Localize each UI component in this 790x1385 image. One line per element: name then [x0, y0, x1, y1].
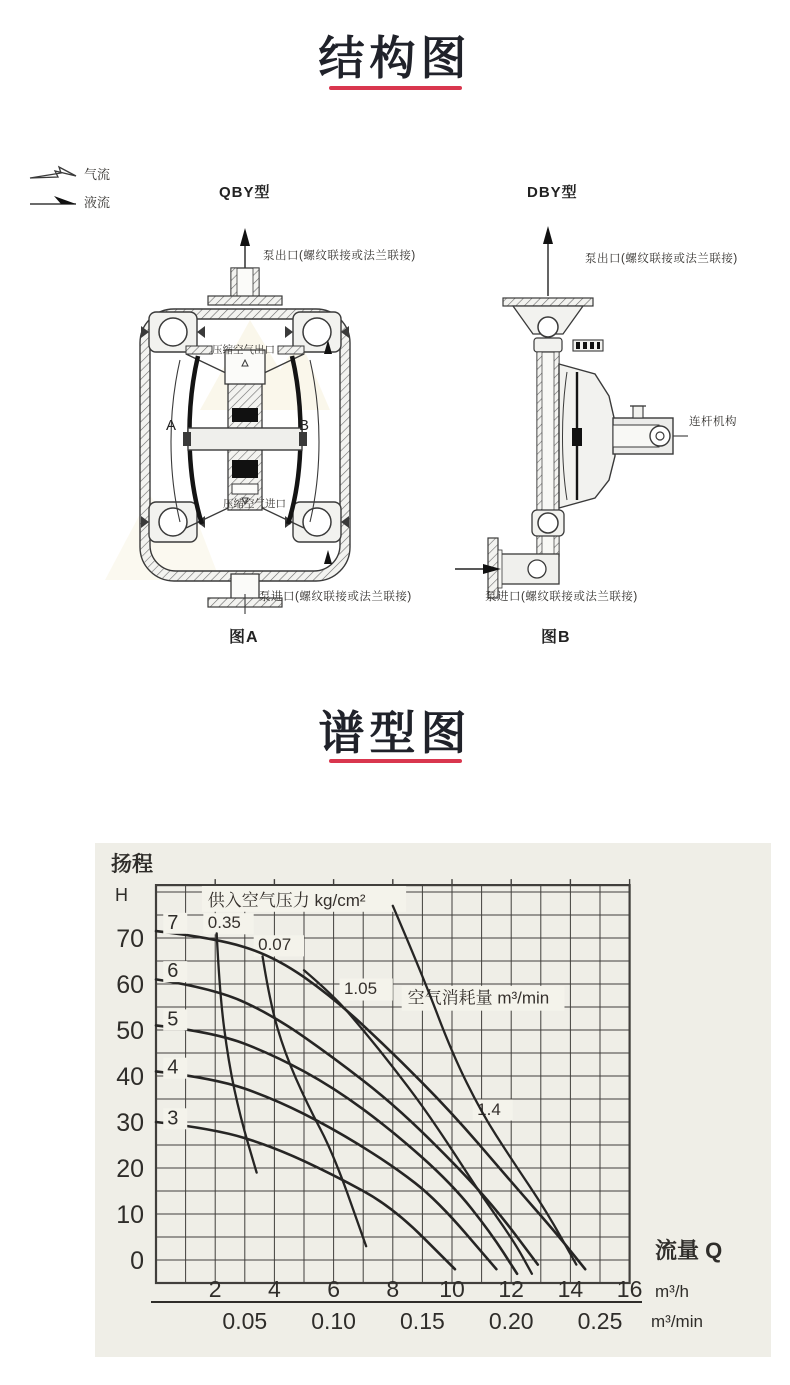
qby-air-outlet-label: 压缩空气出口 [212, 344, 275, 356]
svg-text:40: 40 [116, 1063, 144, 1091]
qby-heading: QBY型 [219, 184, 271, 201]
structure-title: 结构图 [318, 32, 472, 84]
svg-text:0.10: 0.10 [311, 1308, 356, 1334]
svg-text:10: 10 [116, 1201, 144, 1229]
svg-text:70: 70 [116, 925, 144, 953]
svg-text:0.20: 0.20 [488, 1308, 534, 1334]
dby-outlet-label: 泵出口(螺纹联接或法兰联接) [585, 253, 738, 265]
x-unit-primary: m³/h [655, 1282, 689, 1301]
chart-title-underline [329, 759, 462, 763]
legend-liquid-label: 液流 [84, 195, 111, 210]
dby-rod-label: 连杆机构 [689, 416, 737, 428]
svg-text:0.05: 0.05 [222, 1308, 268, 1334]
svg-text:30: 30 [116, 1109, 144, 1137]
dby-heading: DBY型 [527, 184, 578, 201]
performance-chart-panel [95, 843, 771, 1357]
svg-text:8: 8 [386, 1276, 400, 1302]
liquid-flow-arrow-icon [28, 191, 80, 209]
legend-liquid-flow [28, 191, 80, 209]
svg-text:14: 14 [557, 1276, 584, 1302]
svg-text:7: 7 [167, 911, 179, 934]
svg-text:0.07: 0.07 [258, 934, 292, 954]
legend-air-flow [28, 164, 80, 182]
svg-text:20: 20 [116, 1155, 144, 1183]
svg-text:供入空气压力 kg/cm²: 供入空气压力 kg/cm² [207, 890, 366, 910]
svg-text:0.25: 0.25 [577, 1308, 623, 1334]
svg-text:6: 6 [167, 960, 179, 983]
x-axis-title: 流量 Q [655, 1238, 723, 1263]
qby-shaft [188, 428, 302, 450]
svg-text:12: 12 [498, 1276, 524, 1302]
performance-chart [95, 843, 771, 1357]
dby-inlet-label: 泵进口(螺纹联接或法兰联接) [485, 591, 638, 603]
structure-title-underline [329, 86, 462, 90]
chart-title: 谱型图 [318, 707, 472, 759]
x-axis [151, 1276, 642, 1334]
svg-text:1.05: 1.05 [343, 979, 378, 999]
x-unit-secondary: m³/min [651, 1312, 703, 1331]
svg-text:0.35: 0.35 [207, 912, 241, 932]
svg-text:6: 6 [327, 1276, 340, 1302]
svg-text:5: 5 [167, 1008, 179, 1031]
svg-text:3: 3 [167, 1107, 179, 1130]
qby-inlet-label: 泵进口(螺纹联接或法兰联接) [259, 591, 412, 603]
qby-outlet-label: 泵出口(螺纹联接或法兰联接) [263, 250, 416, 262]
legend-air-label: 气流 [84, 167, 111, 182]
svg-text:4: 4 [268, 1276, 281, 1302]
qby-chamber-b-label: B [299, 417, 310, 434]
air-flow-arrow-icon [28, 164, 80, 182]
dby-diaphragm-chamber [559, 364, 615, 508]
svg-text:10: 10 [439, 1276, 465, 1302]
consumption-curve-1.4 [393, 906, 577, 1265]
qby-air-inlet-label: 压缩空气进口 [223, 498, 286, 510]
pressure-curve-4 [156, 1071, 496, 1269]
svg-text:0: 0 [130, 1247, 144, 1275]
svg-text:0.15: 0.15 [400, 1308, 445, 1334]
svg-text:1.4: 1.4 [477, 1100, 501, 1120]
svg-text:4: 4 [167, 1056, 179, 1079]
chart-annotations [202, 886, 565, 1121]
y-axis-title: 扬程 [111, 853, 153, 876]
svg-text:空气消耗量 m³/min: 空气消耗量 m³/min [407, 988, 550, 1008]
svg-text:60: 60 [116, 971, 144, 999]
svg-text:16: 16 [616, 1276, 643, 1302]
svg-text:50: 50 [116, 1017, 144, 1045]
qby-caption: 图A [229, 629, 259, 646]
qby-chamber-a-label: A [166, 417, 177, 434]
chart-grid [156, 879, 630, 1283]
dby-caption: 图B [541, 629, 571, 646]
svg-text:2: 2 [208, 1276, 222, 1302]
y-axis-symbol: H [115, 885, 128, 905]
y-axis-ticks [116, 925, 144, 1275]
pressure-curve-3 [156, 1122, 455, 1269]
